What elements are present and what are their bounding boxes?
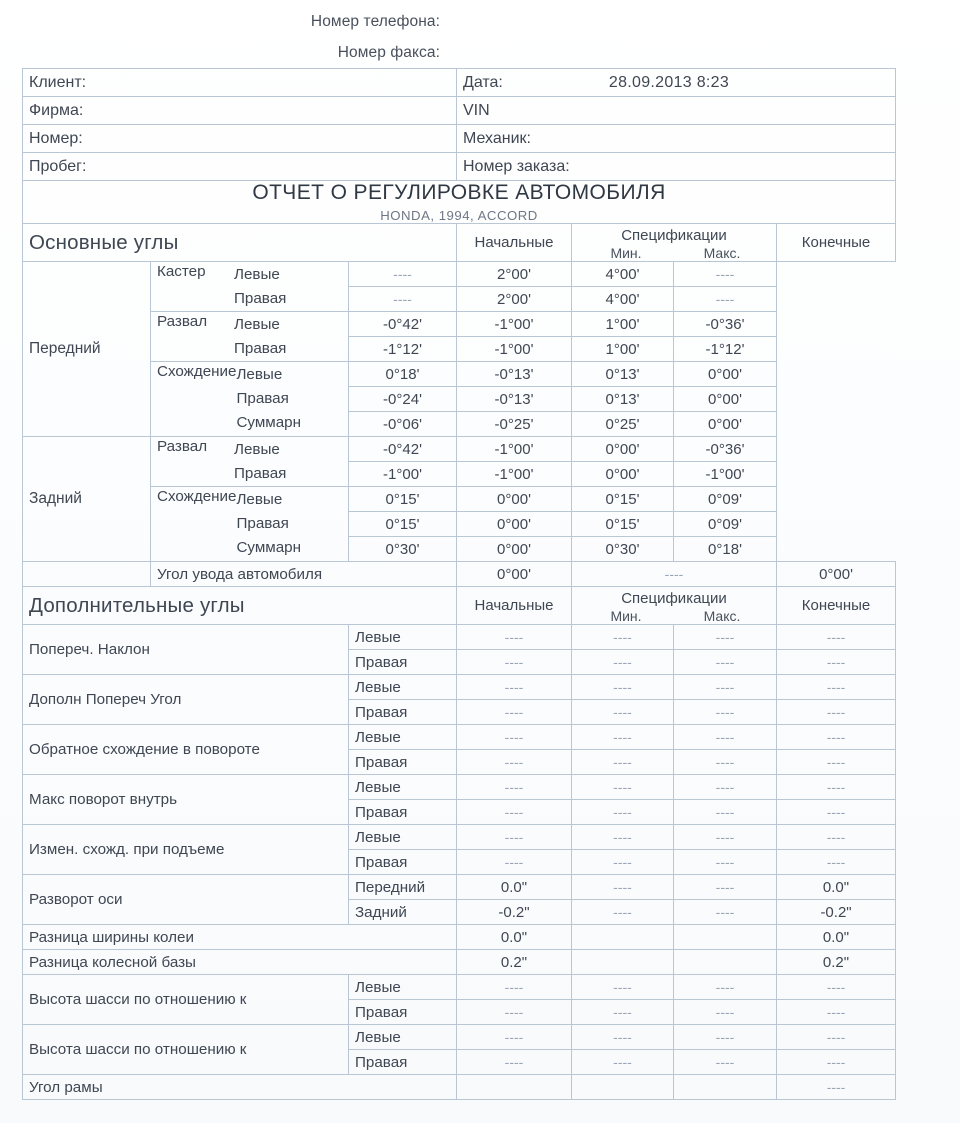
vehicle-subtitle: HONDA, 1994, ACCORD	[380, 208, 538, 223]
value-final: ----	[674, 262, 777, 287]
id-label-left: Номер:	[29, 129, 83, 147]
side-label: Левые	[349, 775, 457, 800]
id-field-right	[457, 153, 896, 181]
id-value-right[interactable]: 28.09.2013 8:23	[608, 73, 730, 91]
value-initial: ----	[457, 700, 572, 725]
value-final: ----	[777, 725, 896, 750]
column-header-final: Конечные	[777, 587, 896, 625]
value-final: ----	[777, 625, 896, 650]
side-label: Левые	[236, 491, 283, 508]
primary-section-title: Основные углы	[23, 224, 457, 262]
side-label: Левые	[236, 366, 283, 383]
additional-angle-row	[23, 625, 896, 650]
value-spec-min: 2°00'	[457, 262, 572, 287]
value-spec-max: ----	[674, 975, 777, 1000]
thrust-final: 0°00'	[777, 562, 896, 587]
difference-spec-min	[572, 950, 674, 975]
ride-height-row	[23, 1025, 896, 1050]
side-label: Левые	[234, 440, 280, 458]
value-spec-max: ----	[674, 775, 777, 800]
side-stack	[234, 263, 342, 311]
column-header-spec	[572, 587, 777, 625]
value-initial: 0°30'	[349, 537, 457, 562]
frame-angle-label: Угол рамы	[23, 1075, 457, 1100]
side-label: Правая	[236, 515, 289, 532]
value-final: ----	[777, 1025, 896, 1050]
value-spec-min: -0°13'	[457, 387, 572, 412]
side-label: Правая	[234, 464, 287, 482]
frame-spec-max	[674, 1075, 777, 1100]
column-header-final: Конечные	[777, 224, 896, 262]
value-final: -0.2"	[777, 900, 896, 925]
thrust-spec: ----	[572, 562, 777, 587]
side-label: Задний	[349, 900, 457, 925]
value-spec-max: 0°15'	[572, 487, 674, 512]
additional-angle-label: Обратное схождение в повороте	[23, 725, 349, 775]
side-label: Суммарн	[236, 414, 302, 431]
phone-number-label: Номер телефона:	[310, 13, 440, 30]
title-row	[23, 181, 896, 224]
value-initial: ----	[457, 1025, 572, 1050]
spec-header-max: Макс.	[703, 245, 741, 261]
value-spec-max: ----	[674, 875, 777, 900]
side-label: Правая	[349, 1000, 457, 1025]
value-initial: 0°15'	[349, 512, 457, 537]
value-spec-max: ----	[674, 825, 777, 850]
axle-label: Передний	[23, 262, 151, 437]
value-final: 0°00'	[674, 362, 777, 387]
id-label-right: VIN	[463, 101, 490, 119]
additional-angle-label: Макс поворот внутрь	[23, 775, 349, 825]
value-final: -0°36'	[674, 312, 777, 337]
value-spec-min: -1°00'	[457, 462, 572, 487]
id-label-left: Фирма:	[29, 101, 84, 119]
value-spec-min: ----	[572, 725, 674, 750]
id-row	[23, 125, 896, 153]
value-spec-max: ----	[674, 900, 777, 925]
value-spec-max: ----	[674, 750, 777, 775]
id-label-left: Пробег:	[29, 157, 87, 175]
value-final: 0°18'	[674, 537, 777, 562]
side-stack	[236, 363, 342, 435]
value-spec-min: ----	[572, 825, 674, 850]
difference-row	[23, 950, 896, 975]
value-spec-max: ----	[674, 650, 777, 675]
value-initial: -1°00'	[349, 462, 457, 487]
side-stack	[234, 438, 342, 486]
id-field-right	[457, 97, 896, 125]
side-label: Левые	[234, 265, 280, 283]
difference-spec-min	[572, 925, 674, 950]
fax-number-label: Номер факса:	[337, 44, 440, 61]
value-final: ----	[777, 775, 896, 800]
side-label: Левые	[349, 975, 457, 1000]
value-initial: -0.2"	[457, 900, 572, 925]
value-final: ----	[777, 1000, 896, 1025]
angle-row	[23, 312, 896, 337]
value-final: ----	[777, 750, 896, 775]
value-spec-min: -0°25'	[457, 412, 572, 437]
side-stack	[234, 313, 342, 361]
value-initial: ----	[457, 800, 572, 825]
angle-name: Схождение	[157, 488, 237, 505]
value-final: 0°09'	[674, 512, 777, 537]
value-final: ----	[777, 975, 896, 1000]
id-field-left	[23, 97, 457, 125]
angle-name: Развал	[157, 312, 208, 330]
value-final: ----	[777, 650, 896, 675]
value-spec-max: ----	[674, 1000, 777, 1025]
value-spec-min: ----	[572, 850, 674, 875]
angle-group-label	[151, 437, 349, 487]
angle-row	[23, 362, 896, 387]
angle-row	[23, 262, 896, 287]
report-title: ОТЧЕТ О РЕГУЛИРОВКЕ АВТОМОБИЛЯ	[252, 181, 666, 204]
additional-angle-label: Измен. схожд. при подъеме	[23, 825, 349, 875]
id-row	[23, 69, 896, 97]
value-spec-min: ----	[572, 800, 674, 825]
value-final: ----	[777, 800, 896, 825]
value-initial: ----	[457, 850, 572, 875]
value-spec-min: 0°00'	[457, 512, 572, 537]
value-initial: -1°12'	[349, 337, 457, 362]
side-stack	[236, 488, 342, 560]
id-label-right: Механик:	[463, 129, 531, 147]
value-spec-min: ----	[572, 1050, 674, 1075]
ride-height-label: Высота шасси по отношению к	[23, 975, 349, 1025]
value-spec-min: ----	[572, 625, 674, 650]
value-initial: 0°18'	[349, 362, 457, 387]
value-initial: ----	[349, 262, 457, 287]
angle-row	[23, 437, 896, 462]
id-field-left	[23, 69, 457, 97]
value-spec-min: 2°00'	[457, 287, 572, 312]
value-spec-max: 0°30'	[572, 537, 674, 562]
value-initial: ----	[457, 650, 572, 675]
value-spec-min: -1°00'	[457, 312, 572, 337]
difference-initial: 0.0"	[457, 925, 572, 950]
value-spec-min: ----	[572, 1000, 674, 1025]
report-table-body	[23, 69, 896, 1100]
value-spec-max: ----	[674, 700, 777, 725]
value-final: 0.0"	[777, 875, 896, 900]
side-label: Правая	[349, 700, 457, 725]
value-final: 0°00'	[674, 412, 777, 437]
side-label: Передний	[349, 875, 457, 900]
id-field-right	[457, 69, 896, 97]
side-label: Левые	[349, 1025, 457, 1050]
value-spec-min: ----	[572, 750, 674, 775]
id-label-right: Дата:	[463, 73, 503, 91]
side-label: Правая	[349, 650, 457, 675]
value-initial: ----	[349, 287, 457, 312]
value-initial: ----	[457, 1000, 572, 1025]
frame-initial	[457, 1075, 572, 1100]
additional-angle-row	[23, 825, 896, 850]
value-initial: ----	[457, 975, 572, 1000]
angle-group-label	[151, 262, 349, 312]
id-field-right	[457, 125, 896, 153]
spec-header-min: Мин.	[610, 245, 642, 261]
value-final: 0°09'	[674, 487, 777, 512]
difference-final: 0.2"	[777, 950, 896, 975]
additional-angle-row	[23, 875, 896, 900]
difference-spec-max	[674, 925, 777, 950]
value-spec-min: ----	[572, 775, 674, 800]
angle-group-label	[151, 362, 349, 437]
value-final: ----	[777, 850, 896, 875]
id-label-right: Номер заказа:	[463, 157, 570, 175]
thrust-initial: 0°00'	[457, 562, 572, 587]
value-spec-max: 4°00'	[572, 287, 674, 312]
difference-initial: 0.2"	[457, 950, 572, 975]
additional-angle-row	[23, 725, 896, 750]
value-spec-min: -0°13'	[457, 362, 572, 387]
value-spec-min: -1°00'	[457, 437, 572, 462]
frame-spec-min	[572, 1075, 674, 1100]
value-initial: ----	[457, 775, 572, 800]
difference-spec-max	[674, 950, 777, 975]
value-initial: 0.0"	[457, 875, 572, 900]
id-row	[23, 153, 896, 181]
side-label: Правая	[236, 390, 289, 407]
spec-header-max: Макс.	[703, 608, 741, 624]
difference-final: 0.0"	[777, 925, 896, 950]
value-spec-max: 1°00'	[572, 312, 674, 337]
value-spec-max: ----	[674, 800, 777, 825]
value-spec-min: -1°00'	[457, 337, 572, 362]
angle-name: Кастер	[157, 262, 206, 280]
value-final: ----	[777, 675, 896, 700]
value-initial: ----	[457, 625, 572, 650]
column-header-initial: Начальные	[457, 587, 572, 625]
primary-header-row	[23, 224, 896, 262]
value-spec-max: ----	[674, 850, 777, 875]
side-label: Правая	[349, 800, 457, 825]
value-spec-min: ----	[572, 700, 674, 725]
difference-label: Разница ширины колеи	[23, 925, 457, 950]
value-spec-min: ----	[572, 900, 674, 925]
id-label-left: Клиент:	[29, 73, 87, 91]
id-row	[23, 97, 896, 125]
value-final: -0°36'	[674, 437, 777, 462]
spec-header-label: Спецификации	[621, 227, 727, 244]
difference-row	[23, 925, 896, 950]
column-header-initial: Начальные	[457, 224, 572, 262]
value-initial: -0°24'	[349, 387, 457, 412]
value-spec-max: 0°25'	[572, 412, 674, 437]
value-final: ----	[777, 700, 896, 725]
value-spec-max: 4°00'	[572, 262, 674, 287]
additional-angle-label: Разворот оси	[23, 875, 349, 925]
side-label: Правая	[349, 850, 457, 875]
additional-angle-label: Дополн Попереч Угол	[23, 675, 349, 725]
side-label: Левые	[349, 675, 457, 700]
value-final: ----	[777, 825, 896, 850]
thrust-angle-label: Угол увода автомобиля	[151, 562, 457, 587]
side-label: Суммарн	[236, 539, 302, 556]
value-final: -1°12'	[674, 337, 777, 362]
value-final: ----	[674, 287, 777, 312]
value-spec-max: ----	[674, 675, 777, 700]
value-spec-max: 0°15'	[572, 512, 674, 537]
value-final: ----	[777, 1050, 896, 1075]
additional-angle-row	[23, 775, 896, 800]
side-label: Левые	[349, 625, 457, 650]
additional-angle-row	[23, 675, 896, 700]
value-initial: ----	[457, 825, 572, 850]
ride-height-label: Высота шасси по отношению к	[23, 1025, 349, 1075]
frame-final: ----	[777, 1075, 896, 1100]
value-initial: ----	[457, 750, 572, 775]
value-spec-max: ----	[674, 1050, 777, 1075]
additional-header-row	[23, 587, 896, 625]
value-spec-min: ----	[572, 875, 674, 900]
value-initial: -0°42'	[349, 437, 457, 462]
id-field-left	[23, 125, 457, 153]
thrust-spacer	[23, 562, 151, 587]
additional-section-title: Дополнительные углы	[23, 587, 457, 625]
value-spec-max: 0°13'	[572, 362, 674, 387]
value-spec-max: 0°00'	[572, 462, 674, 487]
value-spec-min: 0°00'	[457, 487, 572, 512]
spec-header-min: Мин.	[610, 608, 642, 624]
value-initial: 0°15'	[349, 487, 457, 512]
side-label: Правая	[349, 1050, 457, 1075]
report-title-block	[23, 181, 896, 224]
value-initial: -0°06'	[349, 412, 457, 437]
value-spec-max: ----	[674, 625, 777, 650]
value-spec-max: 0°00'	[572, 437, 674, 462]
value-spec-min: ----	[572, 975, 674, 1000]
value-spec-max: ----	[674, 1025, 777, 1050]
value-initial: ----	[457, 725, 572, 750]
angle-name: Схождение	[157, 363, 237, 380]
axle-label: Задний	[23, 437, 151, 562]
value-final: -1°00'	[674, 462, 777, 487]
side-label: Левые	[349, 825, 457, 850]
value-initial: ----	[457, 675, 572, 700]
spec-header-label: Спецификации	[621, 590, 727, 607]
thrust-angle-row	[23, 562, 896, 587]
value-final: 0°00'	[674, 387, 777, 412]
value-initial: -0°42'	[349, 312, 457, 337]
report-table	[22, 68, 896, 1100]
side-label: Правая	[234, 339, 287, 357]
angle-name: Развал	[157, 437, 208, 455]
column-header-spec	[572, 224, 777, 262]
angle-row	[23, 487, 896, 512]
value-spec-max: ----	[674, 725, 777, 750]
difference-label: Разница колесной базы	[23, 950, 457, 975]
angle-group-label	[151, 487, 349, 562]
id-field-left	[23, 153, 457, 181]
value-spec-min: ----	[572, 675, 674, 700]
additional-angle-label: Попереч. Наклон	[23, 625, 349, 675]
value-spec-max: 0°13'	[572, 387, 674, 412]
side-label: Правая	[234, 289, 287, 307]
value-initial: ----	[457, 1050, 572, 1075]
ride-height-row	[23, 975, 896, 1000]
side-label: Левые	[234, 315, 280, 333]
value-spec-max: 1°00'	[572, 337, 674, 362]
value-spec-min: 0°00'	[457, 537, 572, 562]
value-spec-min: ----	[572, 1025, 674, 1050]
angle-group-label	[151, 312, 349, 362]
side-label: Левые	[349, 725, 457, 750]
frame-angle-row	[23, 1075, 896, 1100]
value-spec-min: ----	[572, 650, 674, 675]
side-label: Правая	[349, 750, 457, 775]
